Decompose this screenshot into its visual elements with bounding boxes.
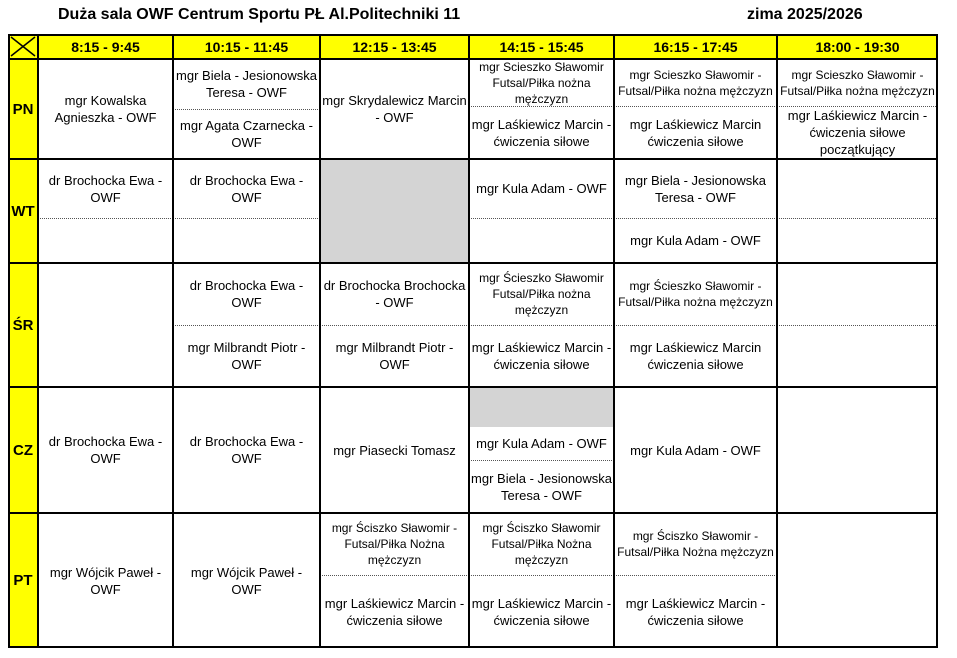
time-header: 14:15 - 15:45 <box>469 34 614 59</box>
schedule-cell: dr Brochocka Brochocka - OWF <box>323 278 466 310</box>
schedule-cell: mgr Ściszko Sławomir Futsal/Piłka Nożna mężczyzn <box>482 521 601 567</box>
schedule-cell: mgr Milbrandt Piotr - OWF <box>335 340 454 372</box>
schedule-cell: mgr Ściszko Sławomir - Futsal/Piłka Nożna mężczyzn <box>617 529 774 559</box>
day-label: WT <box>8 159 38 263</box>
schedule-cell: mgr Kula Adam - OWF <box>630 233 761 248</box>
schedule-cell: mgr Biela - Jesionowska Teresa - OWF <box>176 68 317 100</box>
schedule-cell: dr Brochocka Ewa - OWF <box>48 434 163 466</box>
schedule-cell: dr Brochocka Ewa - OWF <box>189 278 304 310</box>
schedule-cell: mgr Kowalska Agnieszka - OWF <box>54 93 157 125</box>
schedule-cell: mgr Wójcik Paweł - OWF <box>190 564 303 597</box>
day-label: ŚR <box>8 263 38 387</box>
empty-slot <box>320 159 469 263</box>
season-label: zima 2025/2026 <box>747 6 863 23</box>
schedule-cell: mgr Kula Adam - OWF <box>476 436 607 451</box>
day-label: CZ <box>8 387 38 513</box>
schedule-cell: mgr Agata Czarnecka - OWF <box>180 118 313 150</box>
schedule-cell: mgr Ścieszko Sławomir - Futsal/Piłka nożna mężczyzn <box>618 279 773 309</box>
schedule-cell: mgr Piasecki Tomasz <box>333 442 456 458</box>
day-label: PN <box>8 59 38 159</box>
schedule-cell: mgr Ścieszko Sławomir Futsal/Piłka nożna mężczyzn <box>479 271 604 317</box>
empty-slot <box>469 387 614 427</box>
cross-icon <box>8 34 38 59</box>
time-header: 12:15 - 13:45 <box>320 34 469 59</box>
time-header: 8:15 - 9:45 <box>38 34 173 59</box>
schedule-cell: mgr Wójcik Paweł - OWF <box>49 564 162 597</box>
schedule-cell: mgr Laśkiewicz Marcin - ćwiczenia siłowe <box>324 595 465 628</box>
schedule-cell: mgr Laśkiewicz Marcin - ćwiczenia siłowe <box>625 595 766 628</box>
page-title: Duża sala OWF Centrum Sportu PŁ Al.Politechniki 11 <box>58 6 461 23</box>
schedule-cell: mgr Skrydalewicz Marcin - OWF <box>322 93 467 125</box>
schedule-cell: mgr Scieszko Sławomir - Futsal/Piłka nożna mężczyzn <box>780 67 935 98</box>
schedule-cell: mgr Kula Adam - OWF <box>630 442 761 458</box>
schedule-cell: mgr Scieszko Sławomir - Futsal/Piłka nożna mężczyzn <box>618 67 773 98</box>
schedule-cell: mgr Laśkiewicz Marcin ćwiczenia siłowe <box>629 340 762 372</box>
schedule-cell: mgr Biela - Jesionowska Teresa - OWF <box>625 172 766 205</box>
schedule-cell: mgr Laśkiewicz Marcin - ćwiczenia siłowe początkujący <box>787 108 928 157</box>
schedule-cell: mgr Laśkiewicz Marcin - ćwiczenia siłowe <box>471 595 612 628</box>
time-header: 18:00 - 19:30 <box>777 34 938 59</box>
schedule-cell: mgr Laśkiewicz Marcin - ćwiczenia siłowe <box>471 340 612 372</box>
time-header: 10:15 - 11:45 <box>173 34 320 59</box>
schedule-cell: mgr Ściszko Sławomir - Futsal/Piłka Nożna mężczyzn <box>331 521 458 567</box>
corner-cross <box>8 34 38 59</box>
day-label: PT <box>8 513 38 648</box>
schedule-cell: mgr Milbrandt Piotr - OWF <box>187 340 306 372</box>
schedule-cell: mgr Laśkiewicz Marcin - ćwiczenia siłowe <box>471 116 612 149</box>
schedule-cell: mgr Kula Adam - OWF <box>476 181 607 196</box>
schedule-cell: dr Brochocka Ewa - OWF <box>189 434 304 466</box>
schedule-cell: dr Brochocka Ewa - OWF <box>189 172 304 205</box>
schedule-cell: mgr Biela - Jesionowska Teresa - OWF <box>471 470 612 503</box>
time-header: 16:15 - 17:45 <box>614 34 777 59</box>
schedule-cell: dr Brochocka Ewa - OWF <box>48 172 163 205</box>
schedule-cell: mgr Laśkiewicz Marcin ćwiczenia siłowe <box>629 116 762 149</box>
schedule-cell: mgr Scieszko Sławomir Futsal/Piłka nożna mężczyzn <box>479 59 604 106</box>
schedule-table <box>8 34 938 648</box>
